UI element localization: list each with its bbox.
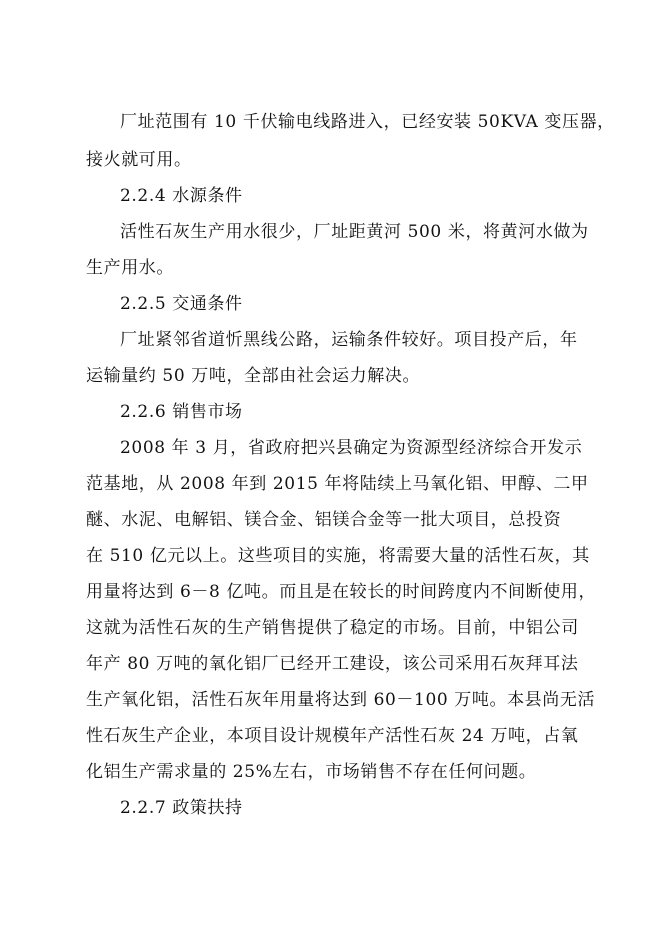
section-heading-market: 2.2.6 销售市场 (120, 402, 243, 422)
paragraph-market-line-5: 用量将达到 6－8 亿吨。而且是在较长的时间跨度内不间断使用， (86, 582, 597, 602)
paragraph-market-line-1: 2008 年 3 月，省政府把兴县确定为资源型经济综合开发示 (120, 438, 583, 458)
paragraph-traffic-line-2: 运输量约 50 万吨，全部由社会运力解决。 (86, 366, 421, 386)
paragraph-market-line-10: 化铝生产需求量的 25%左右，市场销售不存在任何问题。 (86, 762, 537, 782)
paragraph-traffic-line-1: 厂址紧邻省道忻黑线公路，运输条件较好。项目投产后，年 (120, 330, 578, 350)
paragraph-market-line-4: 在 510 亿元以上。这些项目的实施，将需要大量的活性石灰，其 (86, 546, 590, 566)
paragraph-market-line-8: 生产氧化铝，活性石灰年用量将达到 60－100 万吨。本县尚无活 (86, 690, 596, 710)
paragraph-market-line-6: 这就为活性石灰的生产销售提供了稳定的市场。目前，中铝公司 (86, 618, 579, 638)
paragraph-market-line-2: 范基地，从 2008 年到 2015 年将陆续上马氧化铝、甲醇、二甲 (86, 474, 589, 494)
paragraph-market-line-3: 醚、水泥、电解铝、镁合金、铝镁合金等一批大项目，总投资 (86, 510, 562, 530)
paragraph-water-line-2: 生产用水。 (86, 258, 174, 278)
paragraph-market-line-7: 年产 80 万吨的氧化铝厂已经开工建设，该公司采用石灰拜耳法 (86, 654, 579, 674)
paragraph-power-line-1: 厂址范围有 10 千伏输电线路进入，已经安装 50KVA 变压器， (120, 112, 615, 132)
section-heading-traffic: 2.2.5 交通条件 (120, 294, 243, 314)
section-heading-water: 2.2.4 水源条件 (120, 186, 243, 206)
section-heading-policy: 2.2.7 政策扶持 (120, 798, 243, 818)
paragraph-power-line-2: 接火就可用。 (86, 150, 192, 170)
paragraph-water-line-1: 活性石灰生产用水很少，厂址距黄河 500 米，将黄河水做为 (120, 222, 589, 242)
paragraph-market-line-9: 性石灰生产企业，本项目设计规模年产活性石灰 24 万吨，占氧 (86, 726, 579, 746)
